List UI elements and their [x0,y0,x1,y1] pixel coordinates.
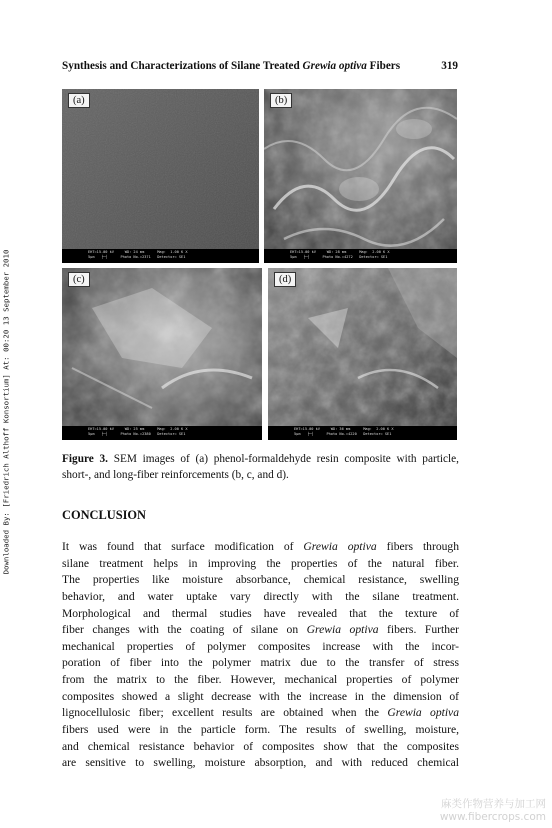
panel-label-d: (d) [274,272,296,287]
text-line: poration of fiber into the polymer matrix due to the transfer of stress [62,656,459,670]
text-line: mechanical properties of polymer composites increase with the incor- [62,639,459,653]
download-note: Downloaded By: [Friedrich Althoff Konsortium] At: 00:20 13 September 2010 [1,249,11,575]
sem-image-b [264,89,457,263]
caption-text: SEM images of (a) phenol-formaldehyde resin composite with particle, short-, and long-fiber reinforcements (b, c, and d). [62,453,459,481]
sem-panel-d [268,268,457,440]
panel-label-c: (c) [68,272,90,287]
running-head-title: Synthesis and Characterizations of Silane Treated Grewia optiva Fibers [62,60,401,72]
watermark-line-2: www.fibercrops.com [439,811,546,823]
sem-meta-d: EHT=15.00 kV WD: 36 mm Mag: 2.00 K X 5μm ├─┤ Photo No.=4220 Detector= SE1 [268,426,457,440]
panel-label-a: (a) [68,93,90,108]
text-line: Morphological and thermal studies have revealed that the texture of [62,606,459,620]
text-line: fiber changes with the coating of silane on Grewia optiva fibers. Further [62,623,459,637]
text-line: fibers used were in the particle form. The results of swelling, moisture, [62,723,459,737]
sem-image-a [62,89,259,263]
text-line: and chemical resistance behavior of composites show that the composites [62,739,459,753]
sem-image-d [268,268,457,440]
text-line: silane treatment helps in improving the properties of the natural fiber. [62,556,459,570]
sem-panel-a [62,89,259,263]
sem-panel-b [264,89,457,263]
text-line: It was found that surface modification of Grewia optiva fibers through [62,540,460,553]
sem-meta-a: EHT=15.00 kV WD: 24 mm Mag: 1.00 K X 5μm ├─┤ Photo No.=2371 Detector= SE1 [62,249,259,263]
download-sidebar [0,242,12,582]
text-line: behavior, and water uptake vary directly with the silane treatment. [62,589,459,603]
site-watermark [440,798,546,824]
running-head [62,60,458,72]
conclusion-paragraph [62,539,459,772]
text-line: composites showed a slight decrease with the increase in the dimension of [62,689,459,703]
text-line: lignocellulosic fiber; excellent results are obtained when the Grewia optiva [62,706,460,720]
section-heading: CONCLUSION [62,508,146,522]
page-number: 319 [441,60,458,72]
text-line: from the matrix to the fiber. However, mechanical properties of polymer [62,673,459,687]
figure-caption [62,452,459,483]
sem-image-c [62,268,262,440]
watermark-line-1: 麻类作物营养与加工网 [441,798,546,810]
sem-meta-c: EHT=15.00 kV WD: 25 mm Mag: 2.00 K X 5μm ├─┤ Photo No.=2380 Detector= SE1 [62,426,262,440]
sem-panel-c [62,268,262,440]
sem-meta-b: EHT=15.00 kV WD: 28 mm Mag: 2.00 K X 5μm ├─┤ Photo No.=4272 Detector= SE1 [264,249,457,263]
text-line: are sensitive to swelling, moisture absorption, and with reduced chemical [62,756,459,770]
caption-label: Figure 3. [62,453,108,465]
panel-label-b: (b) [270,93,292,108]
text-line: The properties like moisture absorbance, chemical resistance, swelling [62,573,459,587]
